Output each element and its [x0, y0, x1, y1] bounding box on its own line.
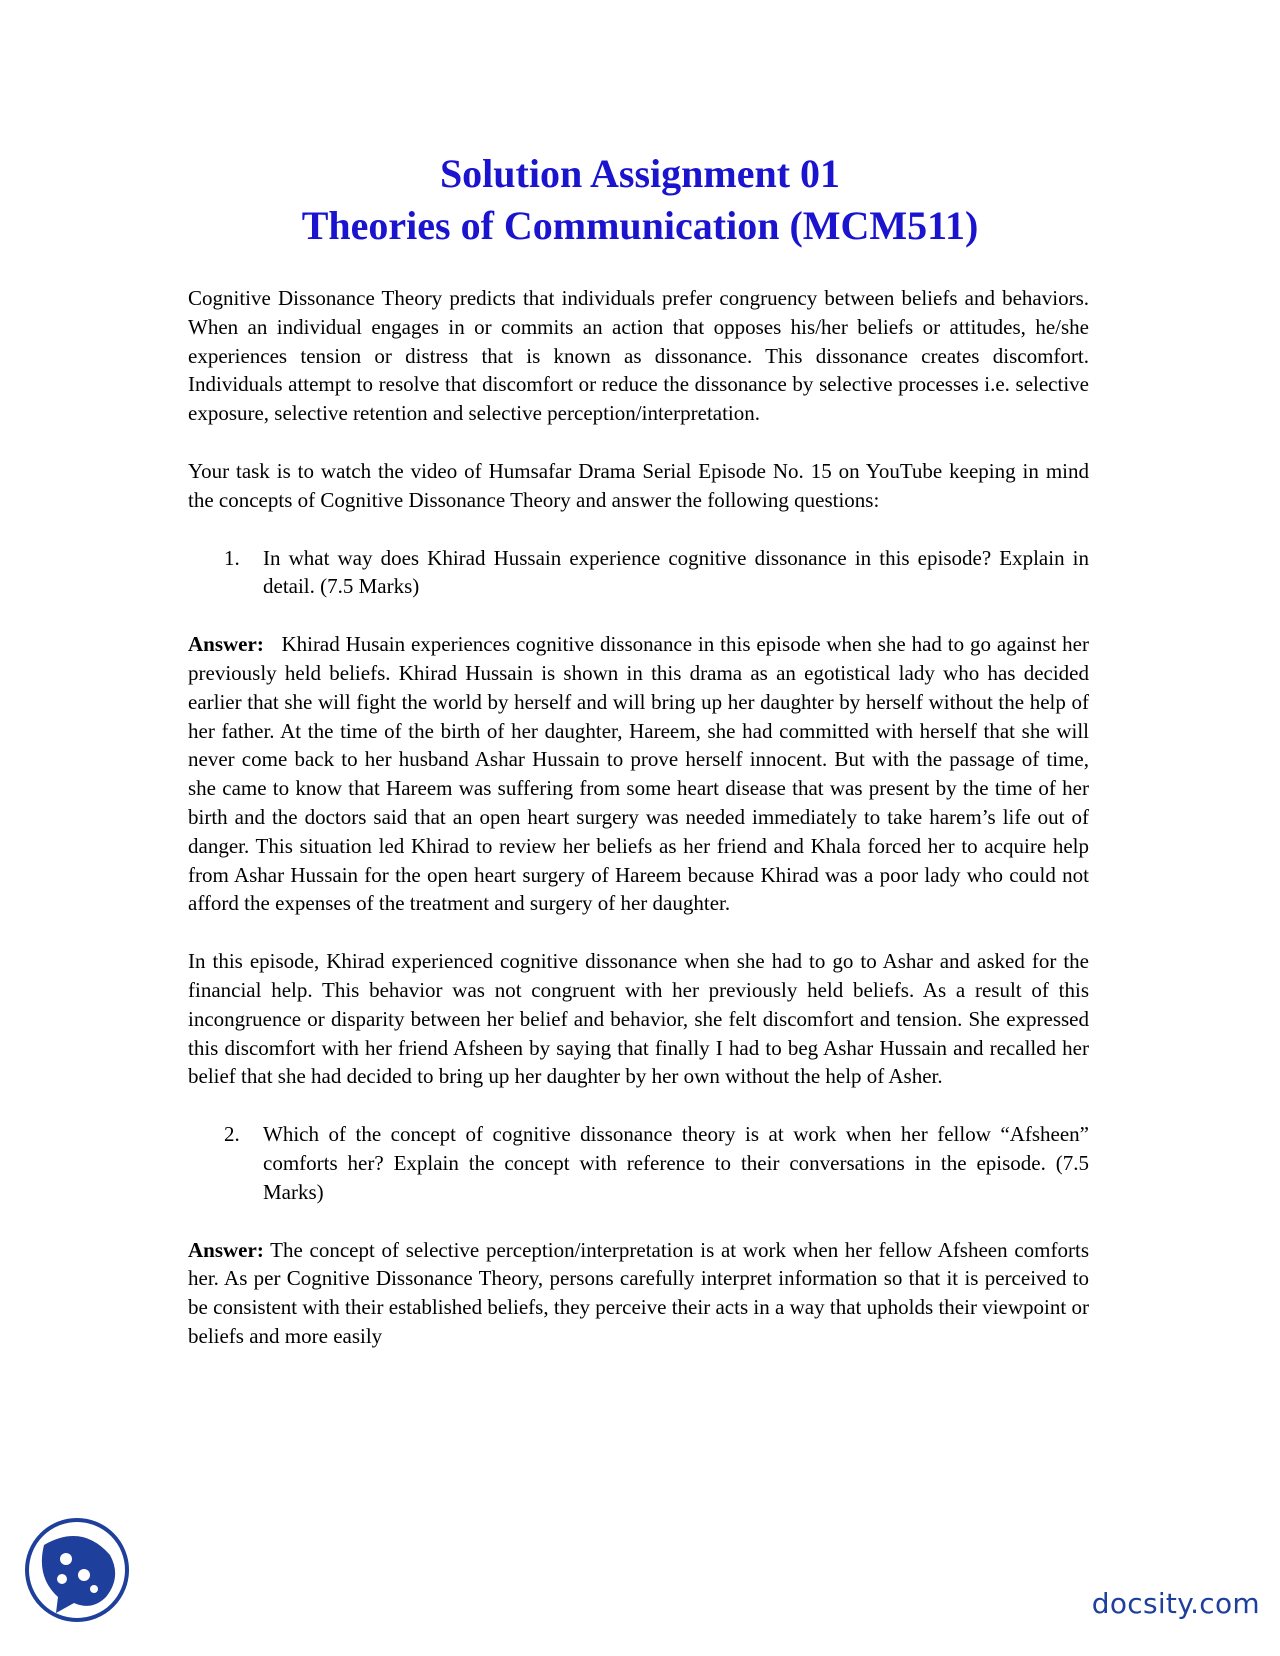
answer-label: Answer: — [188, 1237, 264, 1262]
answer-label: Answer: — [188, 632, 264, 657]
logo-graphic — [22, 1515, 132, 1625]
title-line-2: Theories of Communication (MCM511) — [301, 203, 979, 248]
docsity-logo-icon[interactable] — [22, 1515, 132, 1625]
task-paragraph: Your task is to watch the video of Humsafar Drama Serial Episode No. 15 on YouTube keeping in mind the concepts of Cognitive Dissonance Theory and answer the following questions: — [188, 458, 1089, 512]
intro-paragraph: Cognitive Dissonance Theory predicts that individuals prefer congruency between beliefs and behaviors. When an individual engages in or commits an action that opposes his/her beliefs or attitudes, he/she experiences tension or distress that is known as dissonance. This dissonance creates discomfort. Individuals attempt to resolve that discomfort or reduce the dissonance by selective processes i.e. selective exposure, selective retention and selective perception/interpretation. — [188, 286, 1089, 426]
document-title — [0, 148, 1280, 252]
answer-2 — [188, 1236, 1089, 1351]
question-number: 2. — [224, 1122, 240, 1147]
answer-1 — [188, 630, 1089, 918]
question-text: In what way does Khirad Hussain experience cognitive dissonance in this episode? Explain in detail. (7.5 Marks) — [263, 545, 1089, 599]
question-2 — [188, 1120, 1089, 1206]
answer-1-continued: In this episode, Khirad experienced cognitive dissonance when she had to go to Ashar and asked for the financial help. This behavior was not congruent with her previously held beliefs. As a result of this incongruence or disparity between her belief and behavior, she felt discomfort and tension. She expressed this discomfort with her friend Afsheen by saying that finally I had to beg Ashar Hussain and recalled her belief that she had decided to bring up her daughter by her own without the help of Asher. — [188, 949, 1089, 1089]
question-number: 1. — [224, 545, 240, 570]
question-text: Which of the concept of cognitive dissonance theory is at work when her fellow “Afsheen” comforts her? Explain the concept with reference to their conversations in the episode. (7.5 Marks) — [263, 1122, 1089, 1204]
document-body — [188, 284, 1089, 1380]
question-1 — [188, 544, 1089, 602]
answer-text: The concept of selective perception/interpretation is at work when her fellow Afsheen comforts her. As per Cognitive Dissonance Theory, persons carefully interpret information so that it is perceived to be consistent with their established beliefs, they perceive their acts in a way that upholds their viewpoint or beliefs and more easily — [188, 1237, 1089, 1348]
answer-text: Khirad Husain experiences cognitive dissonance in this episode when she had to go against her previously held beliefs. Khirad Hussain is shown in this drama as an egotistical lady who has decided earlier that she will fight the world by herself and will bring up her daughter by herself without the help of her father. At the time of the birth of her daughter, Hareem, she had committed with herself that she will never come back to her husband Ashar Hussain to prove herself innocent. But with the passage of time, she came to know that Hareem was suffering from some heart disease that was present by the time of her birth and the doctors said that an open heart surgery was needed immediately to take harem’s life out of danger. This situation led Khirad to review her beliefs as her friend and Khala forced her to acquire help from Ashar Hussain for the open heart surgery of Hareem because Khirad was a poor lady who could not afford the expenses of the treatment and surgery of her daughter. — [188, 632, 1089, 916]
docsity-brand-link[interactable]: docsity.com — [1091, 1587, 1260, 1620]
title-line-1: Solution Assignment 01 — [439, 151, 841, 196]
